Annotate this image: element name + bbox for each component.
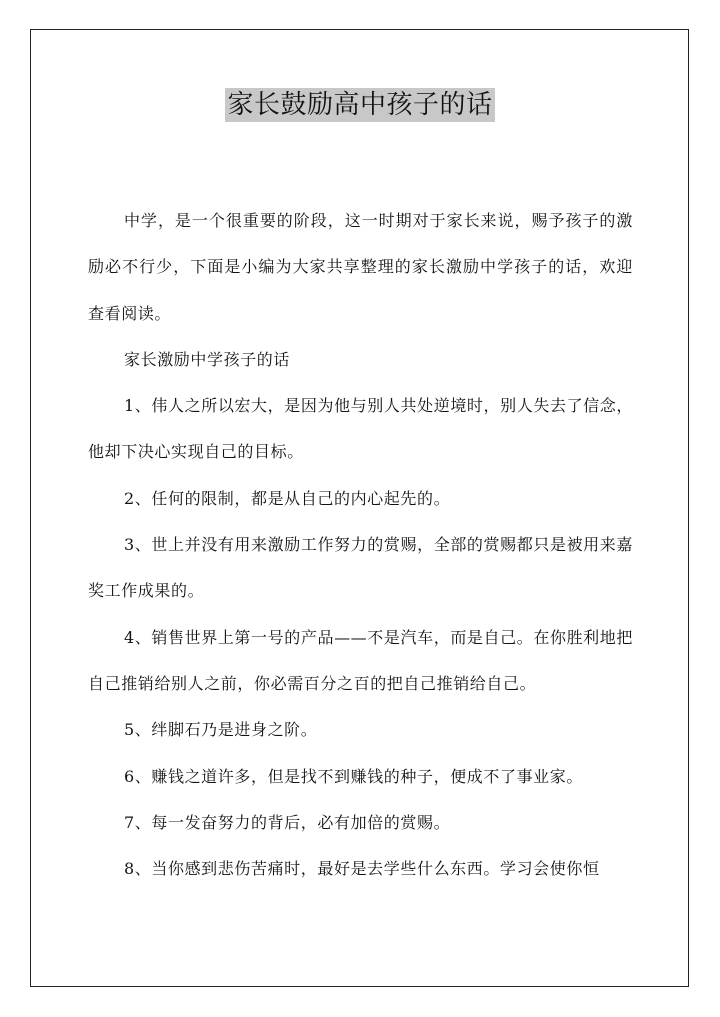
quote-item-6: 6、赚钱之道许多，但是找不到赚钱的种子，便成不了事业家。 <box>124 766 583 786</box>
quote-item-4: 4、销售世界上第一号的产品——不是汽车，而是自己。在你胜利地把自己推销给别人之前，你必需百分之百的把自己推销给自己。 <box>88 627 633 693</box>
quote-item-3: 3、世上并没有用来激励工作努力的赏赐，全部的赏赐都只是被用来嘉奖工作成果的。 <box>88 535 633 601</box>
title-wrap <box>0 88 720 122</box>
quote-item-2: 2、任何的限制，都是从自己的内心起先的。 <box>124 488 451 508</box>
quote-item-1: 1、伟人之所以宏大，是因为他与别人共处逆境时，别人失去了信念，他却下决心实现自己的目标。 <box>88 396 633 462</box>
document-body <box>88 198 633 892</box>
quote-item-7: 7、每一发奋努力的背后，必有加倍的赏赐。 <box>124 812 451 832</box>
quote-item-5: 5、绊脚石乃是进身之阶。 <box>124 720 318 740</box>
intro-paragraph: 中学，是一个很重要的阶段，这一时期对于家长来说，赐予孩子的激励必不行少，下面是小编为大家共享整理的家长激励中学孩子的话，欢迎查看阅读。 <box>88 211 633 323</box>
section-heading: 家长激励中学孩子的话 <box>124 349 291 369</box>
document-title: 家长鼓励高中孩子的话 <box>227 90 493 120</box>
quote-item-8: 8、当你感到悲伤苦痛时，最好是去学些什么东西。学习会使你恒 <box>124 859 600 879</box>
